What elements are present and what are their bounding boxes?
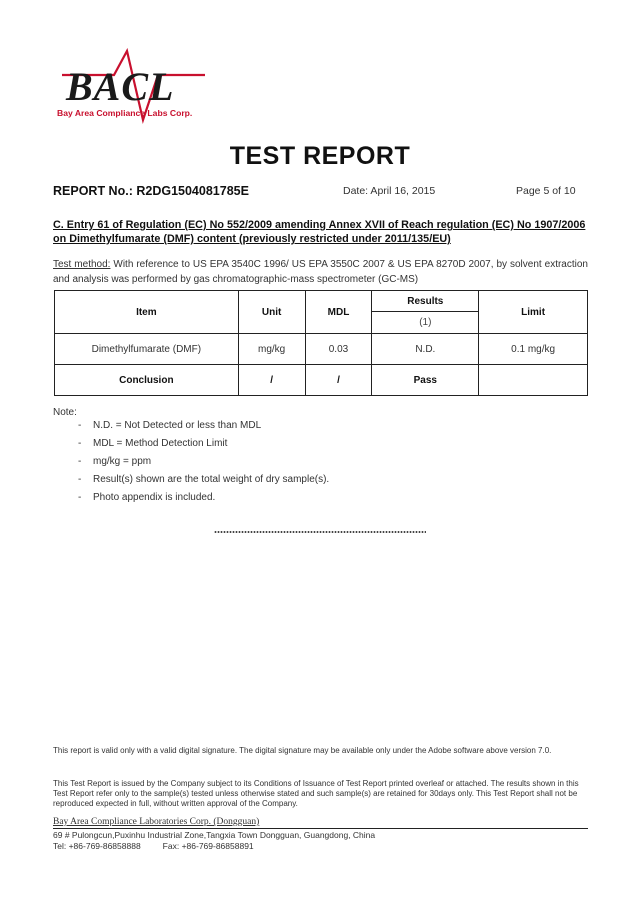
company-name-text: Bay Area Compliance Laboratories Corp. (Dongguan) [53,817,260,827]
bacl-logo [52,48,212,126]
signature-note: This report is valid only with a valid digital signature. The digital signature may be available only under the Adobe software above version 7.0. [53,746,552,755]
cell-item: Dimethylfumarate (DMF) [55,334,239,365]
conditions-note: This Test Report is issued by the Company subject to its Conditions of Issuance of Test Report printed overleaf or attached. The results shown in this Test Report refer only to the sample(s) tested unless otherwise stated and such sample(s) are retained for 30days only. This Test Report shall not be reproduced expected in full, without written approval of the Company. [53,779,579,808]
company-name [53,817,588,829]
report-date: Date: April 16, 2015 [343,185,436,197]
list-item: - MDL = Method Detection Limit [78,438,228,449]
report-number [53,184,249,198]
note-text: MDL = Method Detection Limit [93,438,228,449]
header-results: Results [372,291,479,312]
address-line: 69 # Pulongcun,Puxinhu Industrial Zone,Tangxia Town Dongguan, Guangdong, China [53,830,376,840]
svg-text:Bay Area Compliance Labs Cor: Bay Area Compliance Labs Corp. [57,108,193,118]
section-heading: C. Entry 61 of Regulation (EC) No 552/2009 amending Annex XVII of Reach regulation (EC) No 1907/2006 on Dimethylfumarate (DMF) content (previously restricted under 2011/135/EU) [53,219,586,245]
note-text: Photo appendix is included. [93,492,216,503]
fax: Fax: +86-769-86858891 [162,841,254,851]
results-table [54,290,588,396]
tel: Tel: +86-769-86858888 [53,841,141,851]
test-method-text: With reference to US EPA 3540C 1996/ US EPA 3550C 2007 & US EPA 8270D 2007, by solvent extraction and analysis was performed by gas chromatographic-mass spectrometer (GC-MS) [53,259,588,285]
notes-list [78,419,329,509]
bacl-logo-graphic [52,48,212,126]
contact-line [53,841,375,852]
end-of-section-divider [214,530,426,534]
note-label: Note: [53,407,77,418]
header-mdl: MDL [305,291,372,334]
conclusion-mdl: / [305,365,372,396]
table-row [55,334,588,365]
conclusion-label: Conclusion [55,365,239,396]
note-text: Result(s) shown are the total weight of dry sample(s). [93,474,330,485]
page-number: Page 5 of 10 [516,185,576,197]
header-results-sub: (1) [372,312,479,334]
cell-unit: mg/kg [238,334,305,365]
report-number-value: R2DG1504081785E [136,184,249,198]
list-item: - mg/kg = ppm [78,456,152,467]
header-item: Item [55,291,239,334]
conclusion-result: Pass [372,365,479,396]
cell-mdl: 0.03 [305,334,372,365]
note-text: mg/kg = ppm [93,456,152,467]
conclusion-unit: / [238,365,305,396]
report-number-label: REPORT No.: [53,184,133,198]
list-item: - Result(s) shown are the total weight of dry sample(s). [78,474,330,485]
svg-text:BACL: BACL [66,64,175,109]
cell-limit: 0.1 mg/kg [479,334,588,365]
conclusion-limit [479,365,588,396]
conclusion-row [55,365,588,396]
test-method [53,257,588,287]
header-limit: Limit [479,291,588,334]
cell-result: N.D. [372,334,479,365]
test-method-label: Test method: [53,259,111,270]
header-unit: Unit [238,291,305,334]
list-item: - Photo appendix is included. [78,492,216,503]
company-address [53,830,375,852]
list-item: - N.D. = Not Detected or less than MDL [78,420,262,431]
note-text: N.D. = Not Detected or less than MDL [93,420,262,431]
page-title: TEST REPORT [229,142,411,170]
